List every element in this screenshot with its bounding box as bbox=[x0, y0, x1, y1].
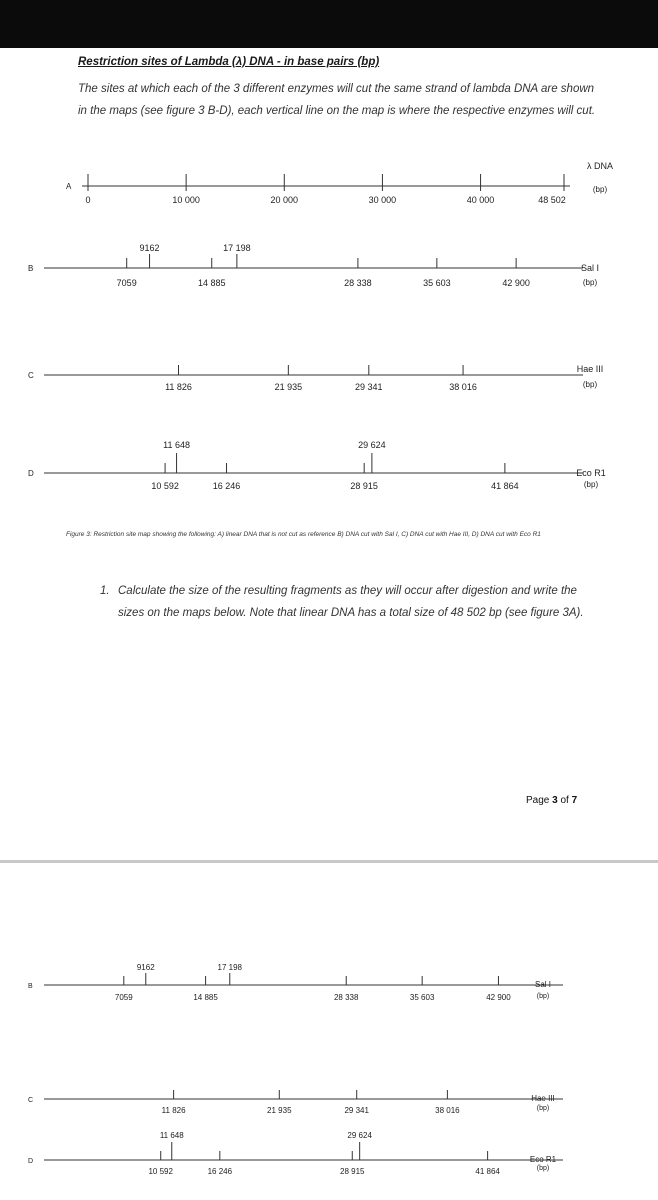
map-top-b-letter: B bbox=[28, 264, 34, 273]
map-bottom-b-position-label: 42 900 bbox=[486, 993, 511, 1002]
map-top-b-position-label: 14 885 bbox=[197, 278, 226, 288]
map-bottom-d-position-label: 41 864 bbox=[475, 1167, 500, 1176]
map-top-d-position-label: 11 648 bbox=[163, 440, 190, 450]
page-number bbox=[526, 795, 577, 806]
map-bottom-b-position-label: 17 198 bbox=[217, 963, 243, 972]
map-bottom-c-position-label: 38 016 bbox=[435, 1106, 460, 1115]
map-bottom-b-position-label: 14 885 bbox=[193, 993, 218, 1002]
map-bottom-c-position-label: 21 935 bbox=[267, 1106, 292, 1115]
map-bottom-b-position-label: 35 603 bbox=[409, 993, 435, 1002]
map-top-a-position-label: 40 000 bbox=[466, 195, 495, 205]
map-top-b-position-label: 7059 bbox=[116, 278, 137, 288]
map-top-c-position-label: 11 826 bbox=[165, 382, 192, 392]
map-top-d-unit-label: (bp) bbox=[583, 480, 599, 489]
map-top-d-position-label: 28 915 bbox=[350, 481, 378, 491]
map-bottom-b-position-label: 9162 bbox=[136, 963, 155, 972]
map-top-d-position-label: 16 246 bbox=[212, 481, 241, 491]
map-bottom-d-position-label: 29 624 bbox=[347, 1131, 372, 1140]
page-total: 7 bbox=[571, 795, 578, 806]
question-text: Calculate the size of the resulting fragments as they will occur after digestion and write the sizes on the maps below. Note that linear DNA has a total size of 48 502 bp (see figure 3A). bbox=[118, 585, 584, 619]
map-bottom-b-position-label: 28 338 bbox=[333, 993, 359, 1002]
map-bottom-b-unit-label: (bp) bbox=[536, 993, 550, 1000]
map-top-b-position-label: 28 338 bbox=[344, 278, 372, 288]
page-current: 3 bbox=[552, 795, 558, 806]
map-bottom-d-letter: D bbox=[28, 1158, 34, 1165]
map-top-d-position-label: 10 592 bbox=[151, 481, 179, 491]
map-top-c-position-label: 29 341 bbox=[355, 382, 383, 392]
map-top-a-position-label: 48 502 bbox=[538, 195, 566, 205]
map-top-b-unit-label: (bp) bbox=[582, 278, 598, 287]
question-number: 1. bbox=[100, 585, 110, 597]
map-top-d-letter: D bbox=[28, 469, 34, 478]
map-bottom-c-unit-label: (bp) bbox=[536, 1105, 550, 1112]
map-top-b-position-label: 42 900 bbox=[502, 278, 530, 288]
figure-caption: Figure 3: Restriction site map showing the following: A) linear DNA that is not cut as reference B) DNA cut with Sal I, C) DNA cut with Hae III, D) DNA cut with Eco R1 bbox=[66, 531, 541, 538]
intro-paragraph: The sites at which each of the 3 different enzymes will cut the same strand of lambda DNA are shown in the maps (see figure 3 B-D), each vertical line on the map is where the respective enzymes will cut. bbox=[78, 83, 596, 117]
map-top-c-position-label: 38 016 bbox=[449, 382, 477, 392]
map-bottom-b-letter: B bbox=[28, 983, 33, 990]
map-top-b-position-label: 17 198 bbox=[223, 243, 251, 253]
map-bottom-c-enzyme-label: Hae III bbox=[531, 1094, 555, 1103]
map-bottom-d-position-label: 11 648 bbox=[159, 1131, 184, 1140]
page-prefix: Page bbox=[526, 795, 553, 806]
map-bottom-b-enzyme-label: Sal I bbox=[534, 980, 552, 989]
page-middle: of bbox=[557, 795, 572, 806]
map-top-a-enzyme-label: λ DNA bbox=[586, 161, 614, 171]
map-bottom-c-letter: C bbox=[28, 1097, 34, 1104]
map-top-b-position-label: 35 603 bbox=[423, 278, 451, 288]
map-top-b-enzyme-label: Sal I bbox=[580, 263, 600, 273]
map-top-c-position-label: 21 935 bbox=[274, 382, 303, 392]
question-1 bbox=[100, 580, 600, 624]
map-top-d-position-label: 41 864 bbox=[491, 481, 519, 491]
map-bottom-c-position-label: 29 341 bbox=[344, 1106, 369, 1115]
map-top-a-position-label: 20 000 bbox=[270, 195, 299, 205]
map-top-c-unit-label: (bp) bbox=[582, 380, 598, 389]
map-top-a-letter: A bbox=[66, 182, 72, 191]
map-bottom-d-position-label: 10 592 bbox=[148, 1167, 173, 1176]
map-bottom-d-unit-label: (bp) bbox=[536, 1165, 550, 1172]
map-top-a-unit-label: (bp) bbox=[592, 185, 608, 194]
map-top-c-letter: C bbox=[28, 371, 34, 380]
map-top-a-position-label: 30 000 bbox=[368, 195, 397, 205]
map-bottom-d-position-label: 28 915 bbox=[340, 1167, 365, 1176]
page-title: Restriction sites of Lambda (λ) DNA - in base pairs (bp) bbox=[78, 56, 380, 68]
map-top-b-position-label: 9162 bbox=[139, 243, 160, 253]
map-top-a-position-label: 10 000 bbox=[172, 195, 200, 205]
map-top-d-enzyme-label: Eco R1 bbox=[576, 468, 606, 478]
map-top-d-position-label: 29 624 bbox=[358, 440, 386, 450]
map-top-a-position-label: 0 bbox=[85, 195, 91, 205]
map-bottom-d-enzyme-label: Eco R1 bbox=[529, 1155, 557, 1164]
map-bottom-b-position-label: 7059 bbox=[114, 993, 133, 1002]
map-bottom-d-position-label: 16 246 bbox=[207, 1167, 233, 1176]
map-top-c-enzyme-label: Hae III bbox=[576, 364, 604, 374]
map-bottom-c-position-label: 11 826 bbox=[161, 1106, 186, 1115]
page-separator bbox=[0, 860, 658, 863]
